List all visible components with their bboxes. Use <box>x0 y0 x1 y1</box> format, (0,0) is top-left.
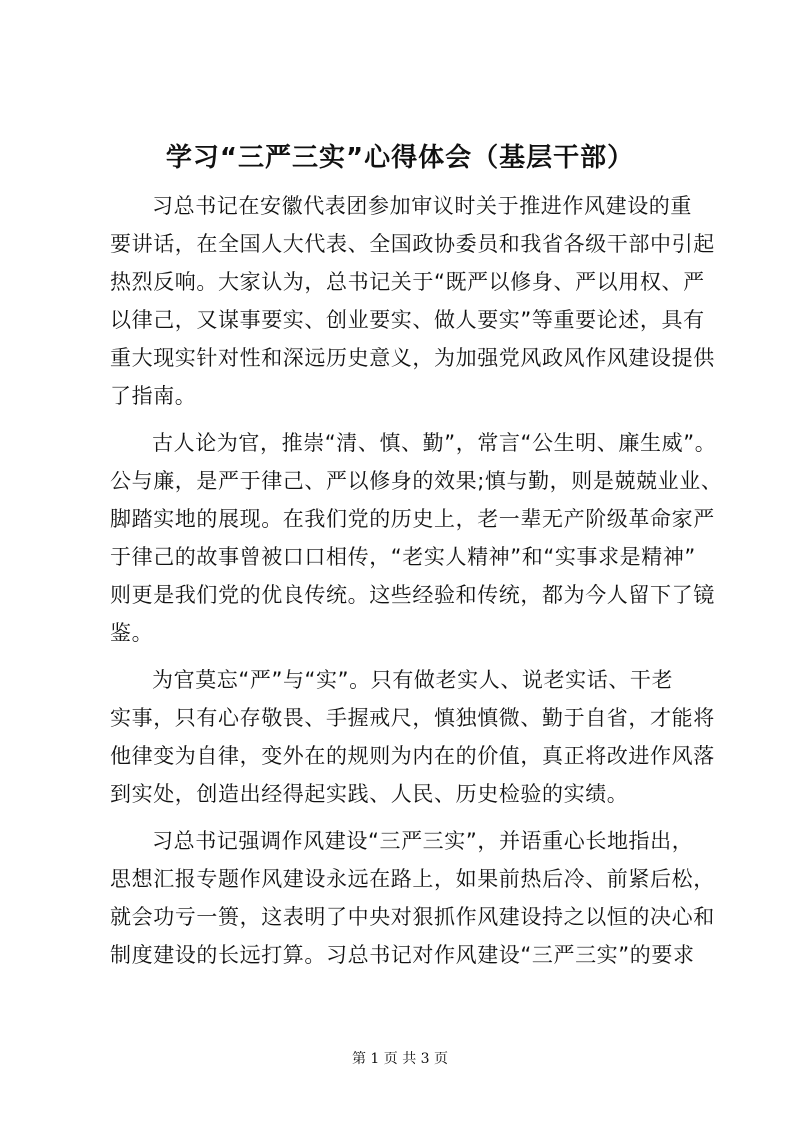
body-line: 于律己的故事曾被口口相传，“老实人精神”和“实事求是精神” <box>110 545 696 569</box>
body-line: 重大现实针对性和深远历史意义，为加强党风政风作风建设提供 <box>110 346 715 370</box>
body-line: 以律己，又谋事要实、创业要实、做人要实”等重要论述，具有 <box>110 308 705 332</box>
body-line: 古人论为官，推崇“清、慎、勤”，常言“公生明、廉生威”。 <box>152 431 717 455</box>
body-line: 到实处，创造出经得起实践、人民、历史检验的实绩。 <box>110 782 629 806</box>
body-line: 他律变为自律，变外在的规则为内在的价值，真正将改进作风落 <box>110 744 715 768</box>
body-line: 制度建设的长远打算。习总书记对作风建设“三严三实”的要求 <box>110 943 695 967</box>
body-line: 思想汇报专题作风建设永远在路上，如果前热后冷、前紧后松， <box>110 867 715 891</box>
body-line: 就会功亏一篑，这表明了中央对狠抓作风建设持之以恒的决心和 <box>110 905 715 929</box>
body-line: 则更是我们党的优良传统。这些经验和传统，都为今人留下了镜 <box>110 583 715 607</box>
body-line: 习总书记在安徽代表团参加审议时关于推进作风建设的重 <box>152 194 692 218</box>
body-line: 实事，只有心存敬畏、手握戒尺，慎独慎微、勤于自省，才能将 <box>110 706 715 730</box>
body-line: 习总书记强调作风建设“三严三实”，并语重心长地指出， <box>152 829 694 853</box>
body-line: 热烈反响。大家认为，总书记关于“既严以修身、严以用权、严 <box>110 270 705 294</box>
page-number: 第 1 页 共 3 页 <box>351 1051 449 1067</box>
body-line: 要讲话，在全国人大代表、全国政协委员和我省各级干部中引起 <box>110 232 715 256</box>
body-line: 公与廉，是严于律己、严以修身的效果;慎与勤，则是兢兢业业、 <box>110 469 723 493</box>
document-title: 学习“三严三实”心得体会（基层干部） <box>165 143 635 173</box>
body-line: 脚踏实地的展现。在我们党的历史上，老一辈无产阶级革命家严 <box>110 507 715 531</box>
body-line: 鉴。 <box>110 621 154 645</box>
body-line: 为官莫忘“严”与“实”。只有做老实人、说老实话、干老 <box>152 668 674 692</box>
body-line: 了指南。 <box>110 384 197 408</box>
